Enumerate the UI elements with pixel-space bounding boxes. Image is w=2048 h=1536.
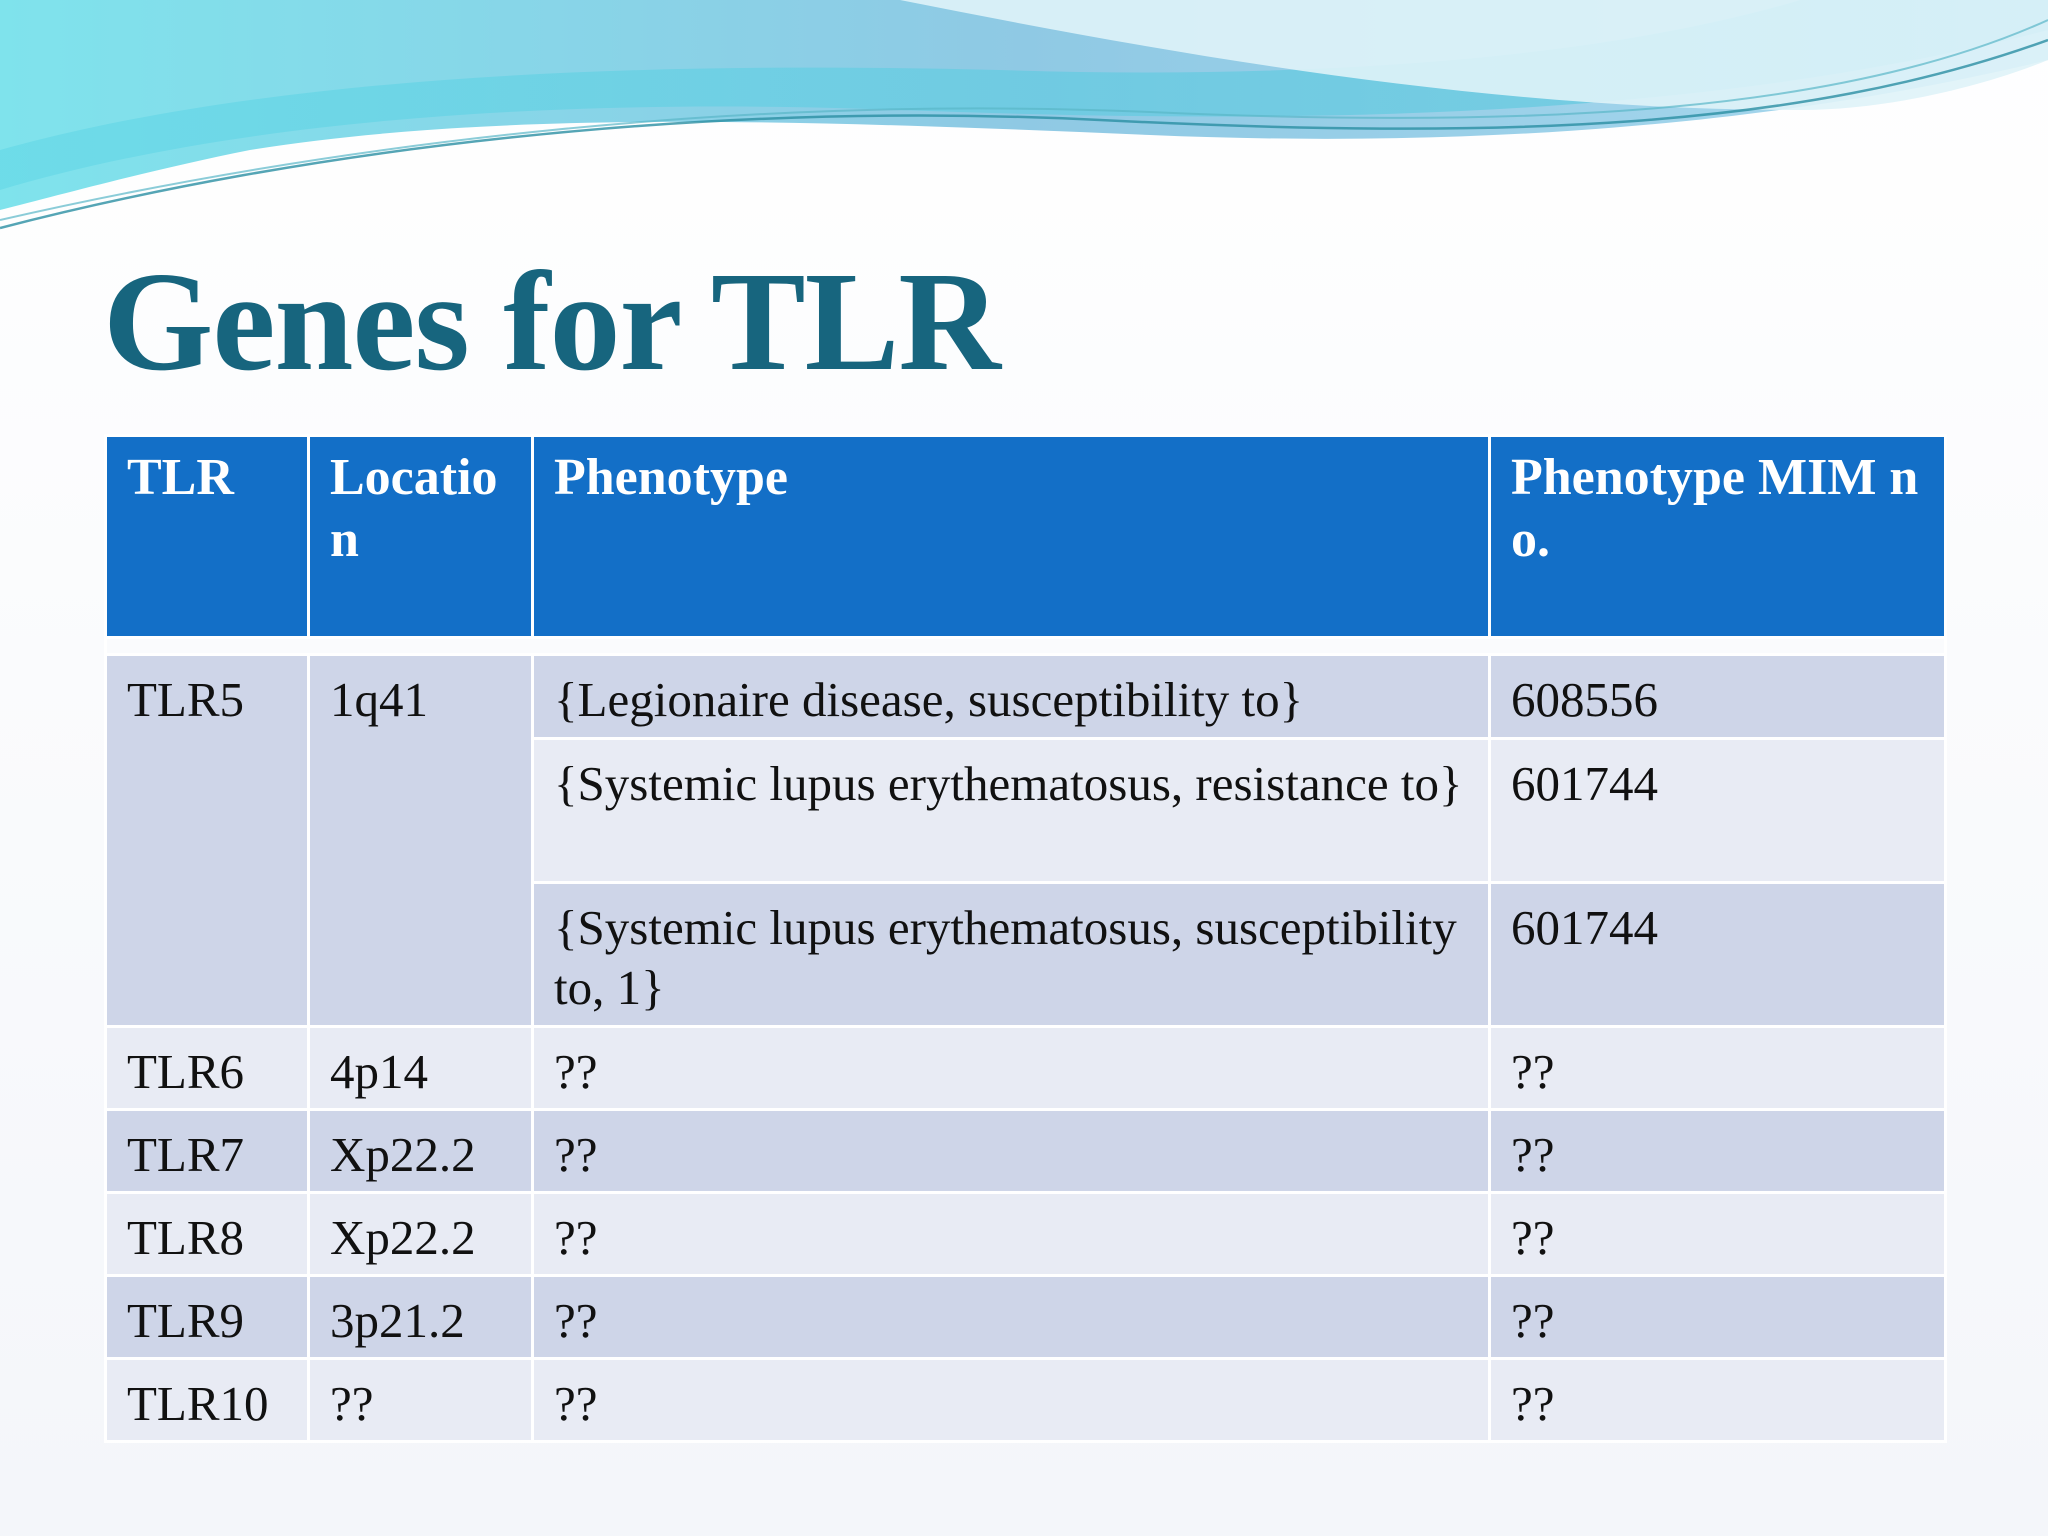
cell-mim: 608556	[1490, 655, 1946, 739]
table-row	[106, 655, 1946, 739]
cell-location: 4p14	[309, 1027, 533, 1110]
cell-location: 3p21.2	[309, 1276, 533, 1359]
cell-phenotype: ??	[533, 1359, 1490, 1442]
cell-mim: ??	[1490, 1027, 1946, 1110]
cell-location: Xp22.2	[309, 1193, 533, 1276]
slide-title: Genes for TLR	[103, 242, 1000, 400]
cell-location: 1q41	[309, 655, 533, 1027]
header-phenotype-mim: Phenotype MIM no.	[1490, 436, 1946, 638]
cell-phenotype: ??	[533, 1110, 1490, 1193]
cell-tlr: TLR5	[106, 655, 309, 1027]
cell-phenotype: ??	[533, 1027, 1490, 1110]
header-wave-decoration	[0, 0, 2048, 260]
table-row	[106, 1193, 1946, 1276]
cell-mim: ??	[1490, 1276, 1946, 1359]
table-header-row	[106, 436, 1946, 638]
cell-tlr: TLR10	[106, 1359, 309, 1442]
table-row	[106, 1276, 1946, 1359]
table-row	[106, 1359, 1946, 1442]
cell-mim: 601744	[1490, 883, 1946, 1027]
cell-mim: ??	[1490, 1359, 1946, 1442]
cell-mim: ??	[1490, 1110, 1946, 1193]
cell-tlr: TLR9	[106, 1276, 309, 1359]
cell-tlr: TLR7	[106, 1110, 309, 1193]
header-tlr: TLR	[106, 436, 309, 638]
table-row	[106, 1110, 1946, 1193]
cell-phenotype: {Legionaire disease, susceptibility to}	[533, 655, 1490, 739]
cell-location: ??	[309, 1359, 533, 1442]
cell-phenotype: ??	[533, 1276, 1490, 1359]
cell-tlr: TLR8	[106, 1193, 309, 1276]
header-phenotype: Phenotype	[533, 436, 1490, 638]
genes-table	[104, 434, 1947, 1443]
cell-tlr: TLR6	[106, 1027, 309, 1110]
cell-mim: ??	[1490, 1193, 1946, 1276]
cell-phenotype: {Systemic lupus erythematosus, resistance to}	[533, 739, 1490, 883]
header-location: Locatio n	[309, 436, 533, 638]
cell-location: Xp22.2	[309, 1110, 533, 1193]
cell-phenotype: {Systemic lupus erythematosus, susceptibility to, 1}	[533, 883, 1490, 1027]
cell-mim: 601744	[1490, 739, 1946, 883]
cell-phenotype: ??	[533, 1193, 1490, 1276]
table-row	[106, 1027, 1946, 1110]
